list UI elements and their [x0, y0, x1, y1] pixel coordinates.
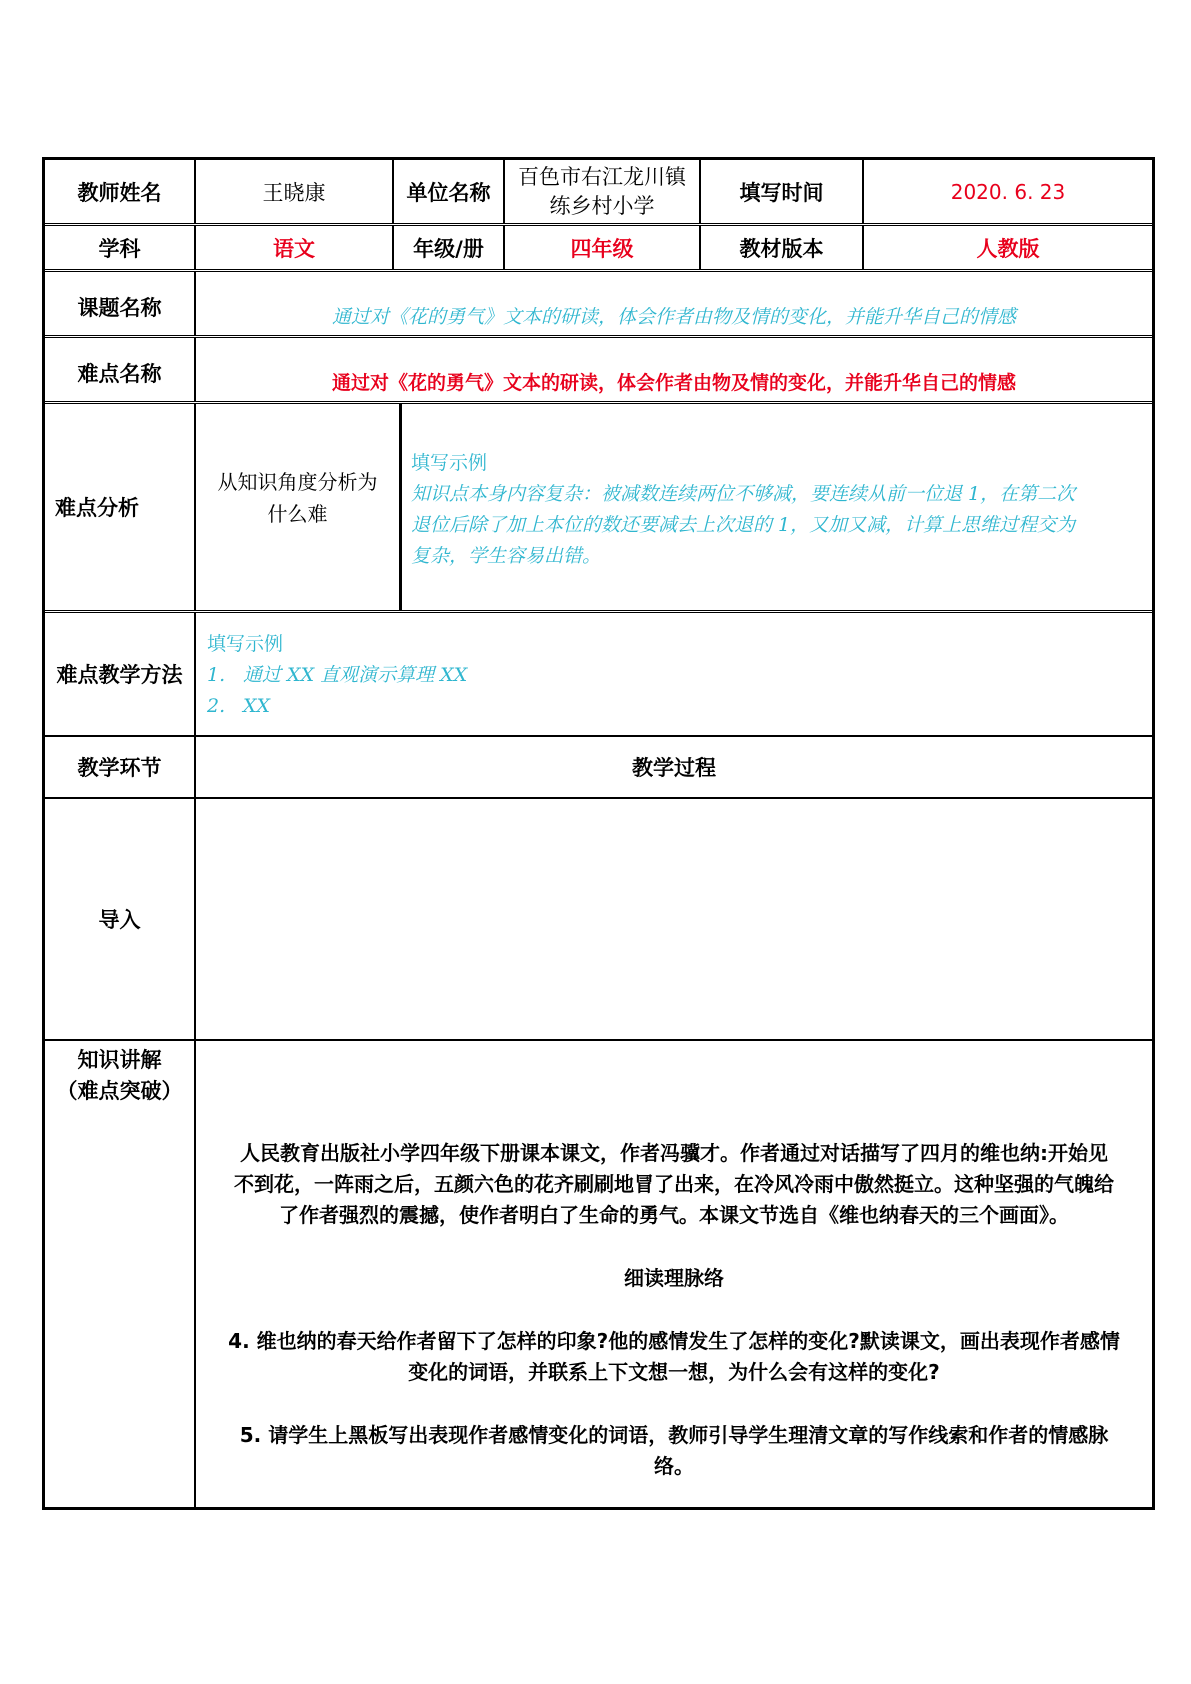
subject-value: 语文 — [196, 226, 394, 269]
process-title: 教学过程 — [632, 756, 716, 780]
unit-line-2: 练乡村小学 — [549, 193, 655, 218]
lesson-plan-table — [42, 157, 1155, 1510]
question-4 — [228, 1326, 1120, 1388]
header-row — [45, 160, 1152, 226]
method-example — [196, 613, 1152, 735]
question-4-line-1: 4. 维也纳的春天给作者留下了怎样的印象?他的感情发生了怎样的变化?默读课文，画出表现作者感情 — [228, 1329, 1120, 1353]
analysis-row — [45, 404, 1152, 613]
method-item-2 — [207, 691, 270, 722]
process-stage-label: 教学环节 — [45, 737, 196, 797]
difficulty-row — [45, 338, 1152, 404]
intro-label: 导入 — [45, 799, 196, 1039]
paragraph-line-1: 人民教育出版社小学四年级下册课本课文，作者冯骥才。作者通过对话描写了四月的维也纳:开始见 — [240, 1141, 1108, 1165]
analysis-example-line-2: 退位后除了加上本位的数还要减去上次退的 1，又加又减，计算上思维过程交为 — [411, 514, 1076, 536]
edition-label: 教材版本 — [701, 226, 864, 269]
date-label: 填写时间 — [701, 160, 864, 223]
analysis-example-title: 填写示例 — [411, 452, 488, 474]
analysis-example-line-1: 知识点本身内容复杂：被减数连续两位不够减，要连续从前一位退 1，在第二次 — [411, 483, 1076, 505]
paragraph-line-3: 了作者强烈的震撼，使作者明白了生命的勇气。本课文节选自《维也纳春天的三个画面》。 — [279, 1203, 1069, 1227]
grade-label: 年级/册 — [394, 226, 505, 269]
subject-label: 学科 — [45, 226, 196, 269]
teacher-name: 王晓康 — [196, 160, 394, 223]
topic-label: 课题名称 — [45, 272, 196, 335]
question-5 — [240, 1420, 1108, 1482]
topic-value: 通过对《花的勇气》文本的研读，体会作者由物及情的变化，并能升华自己的情感 — [331, 306, 1016, 328]
question-5-line-2: 络。 — [653, 1454, 694, 1478]
method-item-2-text: XX — [243, 695, 271, 717]
unit-value — [505, 160, 701, 223]
knowledge-label-line-2: （难点突破） — [56, 1079, 183, 1103]
section-title: 细读理脉络 — [624, 1266, 724, 1290]
difficulty-value: 通过对《花的勇气》文本的研读，体会作者由物及情的变化，并能升华自己的情感 — [331, 372, 1016, 394]
knowledge-content — [196, 1041, 1152, 1507]
knowledge-label — [45, 1041, 196, 1507]
teacher-label: 教师姓名 — [45, 160, 196, 223]
edition-value: 人教版 — [976, 236, 1040, 261]
subject-row — [45, 226, 1152, 272]
intro-content — [196, 799, 1152, 1039]
question-5-line-1: 5. 请学生上黑板写出表现作者感情变化的词语，教师引导学生理清文章的写作线索和作者的情感脉 — [239, 1423, 1109, 1447]
method-item-1 — [207, 660, 467, 691]
analysis-example — [402, 404, 1152, 610]
unit-line-1: 百色市右江龙川镇 — [518, 164, 686, 189]
analysis-sub-label-line-1: 从知识角度分析为 — [217, 470, 378, 494]
question-4-line-2: 变化的词语，并联系上下文想一想，为什么会有这样的变化? — [408, 1360, 940, 1384]
method-label: 难点教学方法 — [45, 613, 196, 735]
paragraph-line-2: 不到花，一阵雨之后，五颜六色的花齐刷刷地冒了出来，在冷风冷雨中傲然挺立。这种坚强的气魄给 — [234, 1172, 1114, 1196]
analysis-sub-label-line-2: 什么难 — [267, 502, 328, 526]
knowledge-paragraph — [234, 1138, 1114, 1231]
method-example-title: 填写示例 — [207, 633, 284, 655]
method-item-1-number: 1. — [207, 664, 226, 686]
process-header-row — [45, 737, 1152, 799]
grade-value: 四年级 — [505, 226, 701, 269]
analysis-sub-label — [196, 404, 402, 610]
difficulty-label: 难点名称 — [45, 338, 196, 401]
topic-row — [45, 272, 1152, 338]
method-item-1-text: 通过 XX 直观演示算理 XX — [243, 664, 468, 686]
method-item-2-number: 2. — [207, 695, 226, 717]
analysis-label: 难点分析 — [45, 404, 196, 610]
knowledge-label-line-1: 知识讲解 — [77, 1048, 162, 1072]
method-row — [45, 613, 1152, 737]
knowledge-row — [45, 1041, 1152, 1507]
date-value: 2020. 6. 23 — [950, 179, 1066, 204]
unit-label: 单位名称 — [394, 160, 505, 223]
intro-row — [45, 799, 1152, 1041]
analysis-example-line-3: 复杂，学生容易出错。 — [411, 545, 602, 567]
